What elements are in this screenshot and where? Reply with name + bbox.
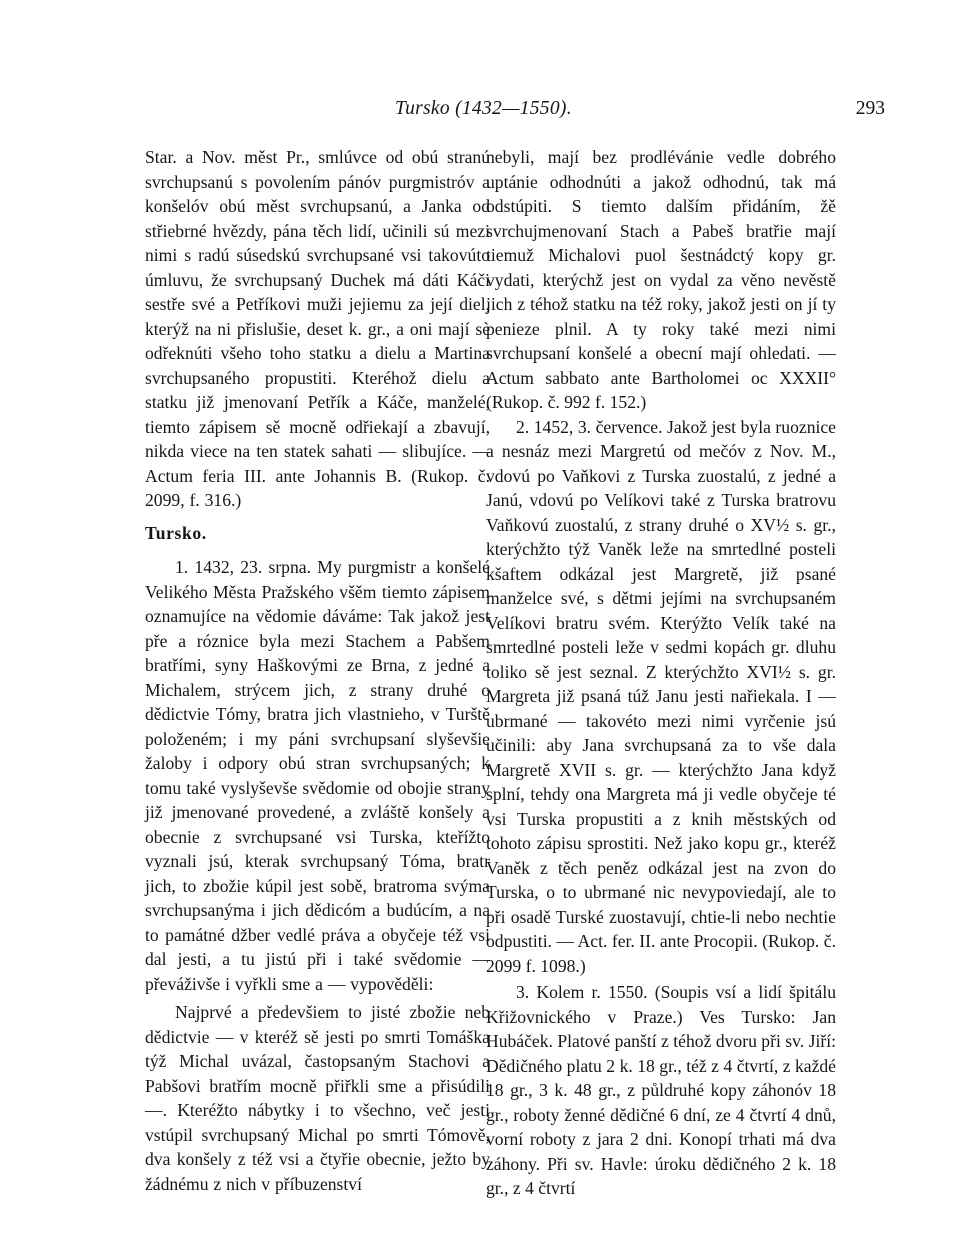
paragraph-continuation-right: nebyli, mají bez prodlévánie vedle dobrého uptánie odhodnúti a jakož odhodnú, tak má odstúpiti. S tiemto dalším přidáním, žě svrchujmenovaní Stach a Pabeš bratřie mají tiemuž Michalovi puol šestnádctý kopy gr. vydati, kterýchž jest on vydal za věno nevěstě jich z téhož statku na též roky, jakož jesti on jí ty penieze plnil. A ty roky také mezi nimi svrchupsaní konšelé a obecní mají ohledati. — Actum sabbato ante Bartholomei oc XXXII° (Rukop. č. 992 f. 152.) bbox=[486, 147, 836, 412]
paragraph-first-provision: Najprvé a předevšiem to jisté zbožie neb dědictvie — v kteréž sě jesti po smrti Tomáška týž Michal uvázal, častopsaným Stachovi a Pabšovi bratřím mocně přiřkli sme a přisúdili —. Kteréžto nábytky i to všechno, več jesti vstúpil svrchupsaný Michal po smrti Tómově, dva konšely z též vsi a čtyřie obecnie, ježto by žádnému z nich v příbuzenství bbox=[145, 1002, 490, 1194]
section-title: Tursko. bbox=[145, 522, 207, 543]
right-column bbox=[486, 145, 836, 1201]
paragraph-continuation-left: Star. a Nov. měst Pr., smlúvce od obú stranú svrchupsanú s povolením pánóv purgmistróv a konšelóv obú měst svrchupsanú, a Janka od střiebrné hvězdy, pána těch lidí, učinili sú mezi nimi s radú súsedskú svrchupsané vsi takovúto úmluvu, že svrchupsaný Duchek má dáti Káči sestře své a Petříkovi muži jejiemu za její diel, kterýž na ni přislušie, deset k. gr., a oni mají sè odřeknúti všeho toho statku a dielu a Martina svrchupsaného propustiti. Kteréhož dielu a statku již jmenovaní Petřík a Káče, manželé, tiemto zápisem sě mocně odřiekají a zbavují, nikda viece na ten statek sahati — slibujíce. — Actum feria III. ante Johannis B. (Rukop. č. 2099, f. 316.) bbox=[145, 147, 490, 510]
left-column bbox=[145, 145, 490, 1196]
running-title: Tursko (1432—1550). bbox=[395, 98, 572, 119]
paragraph-item-1: 1. 1432, 23. srpna. My purgmistr a konšelé Velikého Města Pražského všěm tiemto zápisem oznamujíce na vědomie dáváme: Tak jakož jest pře a róznice byla mezi Stachem a Pabšem bratřími, syny Haškovými ze Brna, z jedné a Michalem, strýcem jich, z strany druhé o dědictvie Tómy, bratra jich vlastnieho, v Turště položeném; i my páni svrchupsaní slyševšie žaloby i odpory obú stran svrchupsaných; k tomu také vyslyševše svědomie od obojie strany již jmenované provedené, a zvláště konšely a obecnie z svrchupsané vsi Turska, kteřížto vyznali jsú, kterak svrchupsaný Tóma, bratr jich, to zbožie kúpil jest sobě, bratroma svýma svrchupsanýma i jich dědicóm a budúcím, a na to památné džber vedlé práva a obyčeje též vsi dal jesti, a tu jistú při i také svědomie — převáživše i vyřkli sme a — vypověděli: bbox=[145, 557, 490, 994]
page-number: 293 bbox=[855, 98, 885, 119]
paragraph-item-3: 3. Kolem r. 1550. (Soupis vsí a lidí špitálu Křižovnického v Praze.) Ves Tursko: Jan Hubáček. Platové panští z téhož dvoru při sv. Jiří: Dědičného platu 2 k. 18 gr., též z 4 čtvrtí, z každé 18 gr., 3 k. 48 gr., z půldruhé kopy záhonóv 18 gr., roboty ženné dědičné 6 dní, ze 4 čtvrtí 4 dnů, vorní roboty z jara 2 dni. Konopí trhati má dva záhony. Při sv. Havle: úroku dědičného 2 k. 18 gr., z 4 čtvrtí bbox=[486, 982, 836, 1198]
page-header bbox=[145, 96, 885, 126]
paragraph-item-2: 2. 1452, 3. července. Jakož jest byla ruoznice a nesnáz mezi Margretú od mečóv z Nov. M., vdovú po Vaňkovi z Turska zuostalú, z jedné a Janú, vdovú po Velíkovi také z Turska bratrovu Vaňkovú zuostalú, z strany druhé o XV½ s. gr., kterýchžto týž Vaněk leže na smrtedlné posteli kšaftem odkázal jest Margretě, již psané manželce své, s dětmi jejími na svrchupsaném Velíkovi bratru svém. Kterýžto Velík také na smrtedlné posteli leže v sedmi kopách gr. dluhu toliko sě jest seznal. Z kterýchžto XVI½ s. gr. Margreta již psaná túž Janu jesti nařiekala. I — ubrmané — takovéto mezi nimi vyrčenie jsú učinili: aby Jana svrchupsaná za to vše dala Margretě XVII s. gr. — kterýchžto Jana když splní, tehdy ona Margreta má ji vedle obyčeje té vsi Turska propustiti a z knih městských od tohoto zápisu sprostiti. Než jako kopu gr., kteréž Vaněk z těch peněz odkázal jest na zvon do Turska, o to ubrmané nic nevypoviedají, ale to při osadě Turské zuostavují, chtie-li nebo nechtie odpustiti. — Act. fer. II. ante Procopii. (Rukop. č. 2099 f. 1098.) bbox=[486, 416, 836, 976]
